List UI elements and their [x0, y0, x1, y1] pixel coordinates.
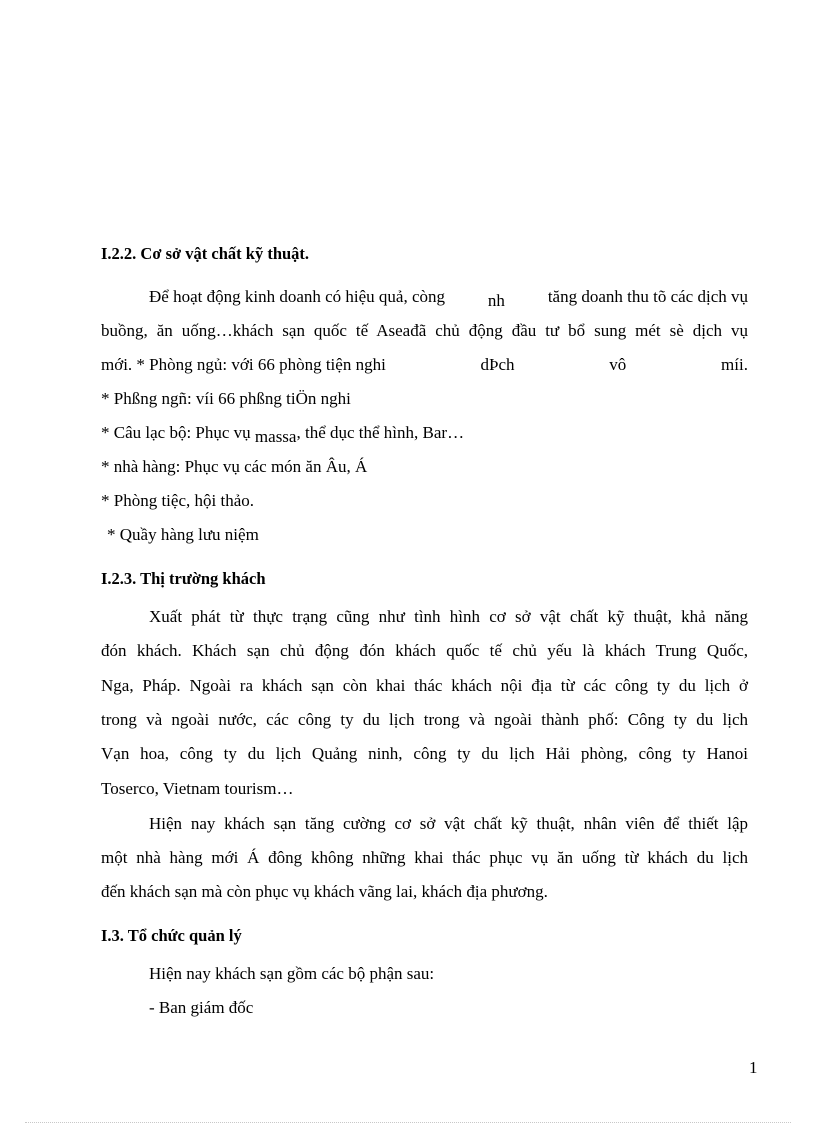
list-item: * Quầy hàng lưu niệm — [107, 525, 259, 544]
list-item: * nhà hàng: Phục vụ các món ăn Âu, Á — [101, 457, 368, 476]
text-fragment-subscript: nh — [487, 291, 505, 310]
text-fragment-subscript: massa — [254, 427, 297, 446]
text-segment: Để hoạt động kinh doanh có hiệu quả, còng — [149, 287, 446, 306]
list-item — [101, 423, 465, 446]
text-segment: * Câu lạc bộ: Phục vụ — [101, 423, 251, 442]
section-heading-1-3: I.3. Tổ chức quản lý — [101, 926, 242, 945]
list-item: - Ban giám đốc — [149, 998, 254, 1017]
list-item: * Phßng ngñ: víi 66 phßng tiÖn nghi — [101, 389, 351, 408]
paragraph-line: Xuất phát từ thực trạng cũng như tình hình cơ sở vật chất kỹ thuật, khả năng — [149, 607, 748, 626]
paragraph-line: một nhà hàng mới Á đông không những khai thác phục vụ ăn uống từ khách du lịch — [101, 848, 748, 867]
paragraph-line: đến khách sạn mà còn phục vụ khách vãng lai, khách địa phương. — [101, 882, 548, 901]
text-segment: vô — [609, 355, 627, 374]
text-segment: míi. — [721, 355, 748, 374]
paragraph-line — [101, 355, 748, 375]
paragraph-line: đón khách. Khách sạn chủ động đón khách quốc tế chủ yếu là khách Trung Quốc, — [101, 641, 748, 660]
section-heading-1-2-3: I.2.3. Thị trường khách — [101, 569, 266, 588]
paragraph-line: trong và ngoài nước, các công ty du lịch trong và ngoài thành phố: Công ty du lịch — [101, 710, 748, 729]
paragraph-line: Toserco, Vietnam tourism… — [101, 779, 294, 798]
paragraph-line: Nga, Pháp. Ngoài ra khách sạn còn khai thác khách nội địa từ các công ty du lịch ở — [101, 676, 748, 695]
paragraph-line: Hiện nay khách sạn gồm các bộ phận sau: — [149, 964, 435, 983]
paragraph-line: Vạn hoa, công ty du lịch Quảng ninh, công ty du lịch Hải phòng, công ty Hanoi — [101, 744, 748, 763]
text-segment: , thể dục thể hình, Bar… — [296, 423, 465, 442]
page-number: 1 — [749, 1058, 758, 1077]
paragraph-line — [149, 287, 748, 310]
text-segment: dÞch — [480, 355, 515, 374]
section-heading-1-2-2: I.2.2. Cơ sở vật chất kỹ thuật. — [101, 244, 310, 263]
list-item: * Phòng tiệc, hội thảo. — [101, 491, 254, 510]
paragraph-line: buồng, ăn uống…khách sạn quốc tế Aseađã chủ động đầu tư bổ sung mét sè dịch vụ — [101, 321, 748, 340]
text-segment: mới. * Phòng ngủ: với 66 phòng tiện nghi — [101, 355, 386, 374]
text-segment: tăng doanh thu tõ các dịch vụ — [547, 287, 748, 306]
paragraph-line: Hiện nay khách sạn tăng cường cơ sở vật chất kỹ thuật, nhân viên để thiết lập — [149, 814, 748, 833]
